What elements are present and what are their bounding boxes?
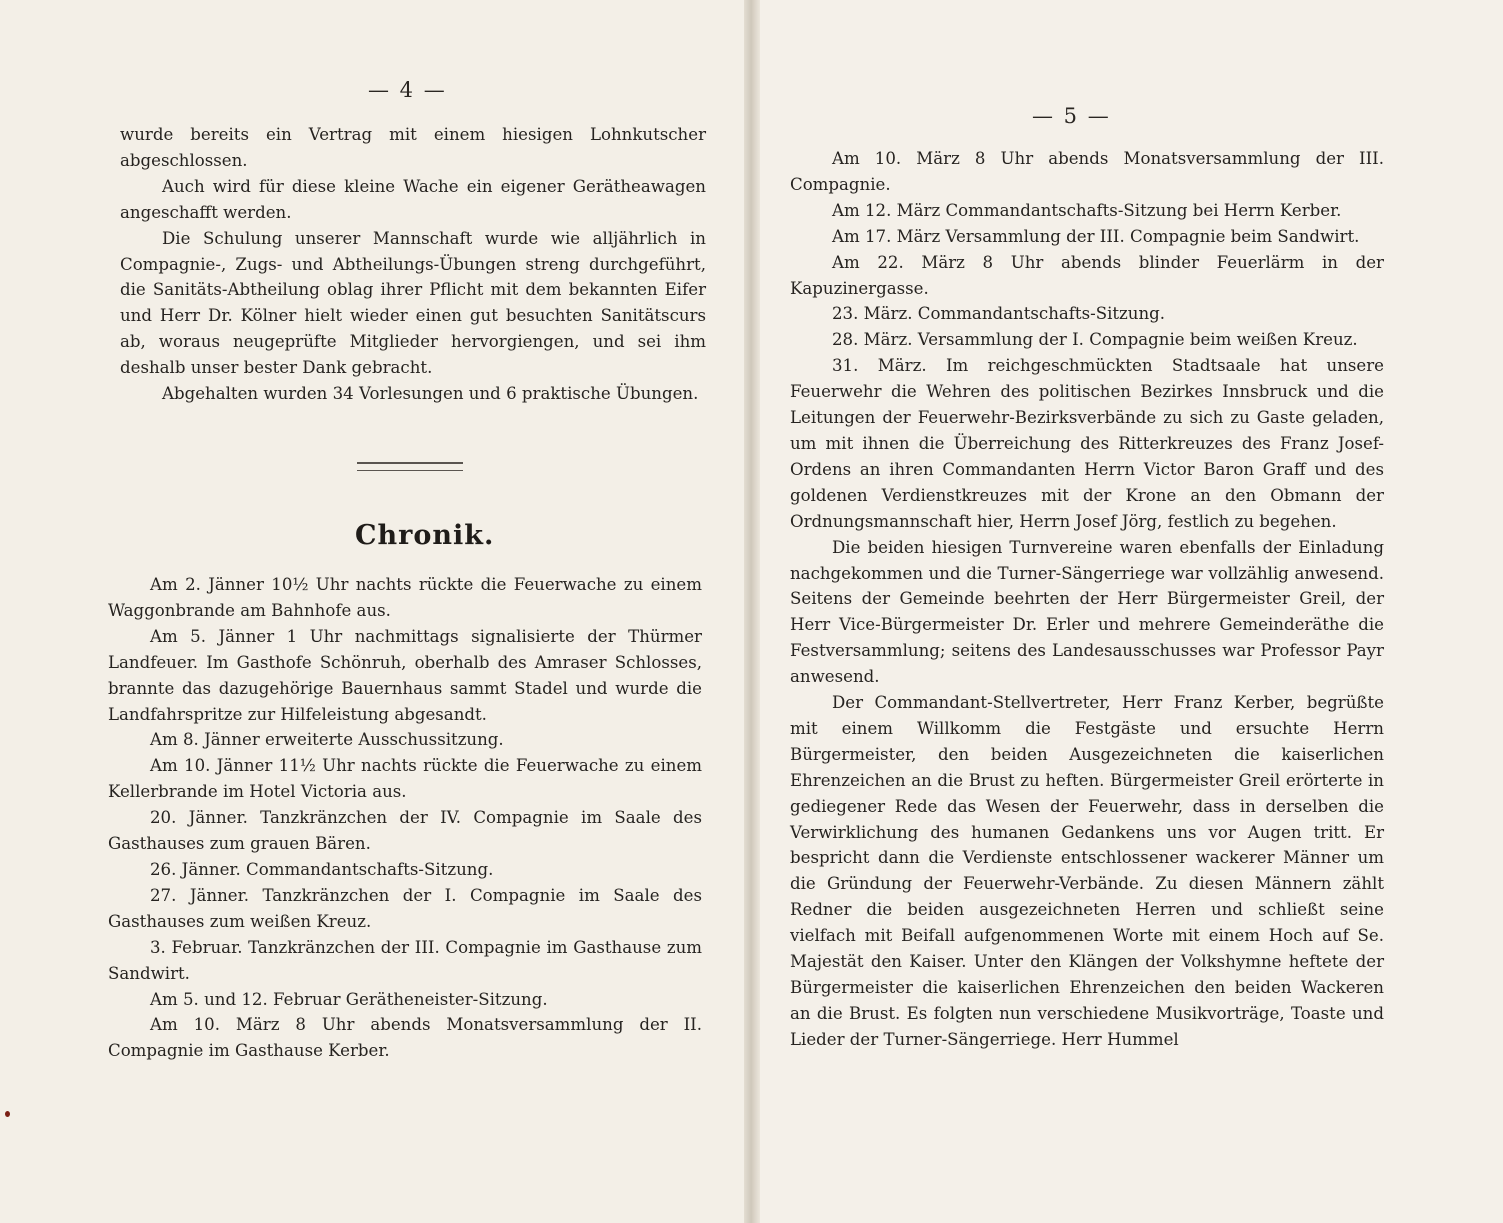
left-page [0,0,744,1223]
chronik-entry: 31. März. Im reichgeschmückten Stadtsaale hat unsere Feuerwehr die Wehren des politischen Bezirkes Innsbruck und die Leitungen der Feuerwehr-Bezirksverbände zu sich zu Gaste geladen, um mit ihnen die Überreichung des Ritterkreuzes des Franz Josef-Ordens an ihren Commandanten Herrn Victor Baron Graff und des goldenen Verdienstkreuzes mit der Krone an den Obmann der Ordnungsmannschaft hier, Herrn Josef Jörg, festlich zu begehen. [790,356,1384,531]
chronik-entry: Am 10. März 8 Uhr abends Monatsversammlung der II. Compagnie im Gasthause Kerber. [108,1015,702,1061]
chronik-entry: 20. Jänner. Tanzkränzchen der IV. Compagnie im Saale des Gasthauses zum grauen Bären. [108,808,702,854]
chronik-entry: Am 17. März Versammlung der III. Compagnie beim Sandwirt. [832,226,1360,246]
left-top-text [120,122,706,407]
chronik-entry: 3. Februar. Tanzkränzchen der III. Compagnie im Gasthause zum Sandwirt. [108,937,702,983]
chronik-entry: Am 2. Jänner 10½ Uhr nachts rückte die Feuerwache zu einem Waggonbrande am Bahnhofe aus. [108,575,702,620]
right-text [790,146,1384,1053]
chronik-entry: 28. März. Versammlung der I. Compagnie beim weißen Kreuz. [832,330,1358,350]
chronik-entry: Am 10. Jänner 11½ Uhr nachts rückte die Feuerwache zu einem Kellerbrande im Hotel Victoria aus. [108,756,702,802]
paragraph: wurde bereits ein Vertrag mit einem hiesigen Lohnkutscher abgeschlossen. [120,125,706,170]
chronik-entry: Am 12. März Commandantschafts-Sitzung bei Herrn Kerber. [832,200,1342,220]
chronik-entry: 23. März. Commandantschafts-Sitzung. [832,304,1166,324]
paragraph: Abgehalten wurden 34 Vorlesungen und 6 praktische Übungen. [162,384,699,404]
page-number-left: — 4 — [368,78,447,102]
section-title: Chronik. [355,520,495,551]
chronik-entries [108,572,702,1064]
paragraph: Die beiden hiesigen Turnvereine waren ebenfalls der Einladung nachgekommen und die Turner-Sängerriege war vollzählig anwesend. Seitens der Gemeinde beehrten der Herr Bürgermeister Greil, der Herr Vice-Bürgermeister Dr. Erler und mehrere Gemeinderäthe die Festversammlung; seitens des Landesausschusses war Professor Payr anwesend. [790,537,1384,687]
book-gutter [744,0,760,1223]
section-divider [357,462,463,471]
ink-spot [5,1111,10,1117]
paragraph: Auch wird für diese kleine Wache ein eigener Gerätheawagen angeschafft werden. [120,176,706,222]
page-number-right: — 5 — [1032,104,1111,128]
chronik-entry: 27. Jänner. Tanzkränzchen der I. Compagnie im Saale des Gasthauses zum weißen Kreuz. [108,885,702,931]
chronik-entry: Am 5. und 12. Februar Gerätheneister-Sitzung. [150,989,548,1009]
paragraph: Die Schulung unserer Mannschaft wurde wie alljährlich in Compagnie-, Zugs- und Abtheilungs-Übungen streng durchgeführt, die Sanitäts-Abtheilung oblag ihrer Pflicht mit dem bekannten Eifer und Herr Dr. Kölner hielt wieder einen gut besuchten Sanitätscurs ab, woraus neugeprüfte Mitglieder hervorgiengen, und sei ihm deshalb unser bester Dank gebracht. [120,228,706,378]
paragraph: Der Commandant-Stellvertreter, Herr Franz Kerber, begrüßte mit einem Willkomm die Festgäste und ersuchte Herrn Bürgermeister, den beiden Ausgezeichneten die kaiserlichen Ehrenzeichen an die Brust zu heften. Bürgermeister Greil erörterte in gediegener Rede das Wesen der Feuerwehr, dass in derselben die Verwirklichung des humanen Gedankens uns vor Augen tritt. Er bespricht dann die Verdienste entschlossener wackerer Männer um die Gründung der Feuerwehr-Verbände. Zu diesen Männern zählt Redner die beiden ausgezeichneten Herren und schließt seine vielfach mit Beifall aufgenommenen Worte mit einem Hoch auf Se. Majestät den Kaiser. Unter den Klängen der Volkshymne heftete der Bürgermeister die kaiserlichen Ehrenzeichen den beiden Wackeren an die Brust. Es folgten nun verschiedene Musikvorträge, Toaste und Lieder der Turner-Sängerriege. Herr Hummel [790,693,1384,1049]
chronik-entry: 26. Jänner. Commandantschafts-Sitzung. [150,859,494,879]
chronik-entry: Am 10. März 8 Uhr abends Monatsversammlung der III. Compagnie. [790,149,1384,194]
chronik-entry: Am 8. Jänner erweiterte Ausschussitzung. [150,730,504,750]
chronik-entry: Am 5. Jänner 1 Uhr nachmittags signalisierte der Thürmer Landfeuer. Im Gasthofe Schönruh, oberhalb des Amraser Schlosses, brannte das dazugehörige Bauernhaus sammt Stadel und wurde die Landfahrspritze zur Hilfeleistung abgesandt. [108,626,702,724]
chronik-entry: Am 22. März 8 Uhr abends blinder Feuerlärm in der Kapuzinergasse. [790,252,1384,298]
